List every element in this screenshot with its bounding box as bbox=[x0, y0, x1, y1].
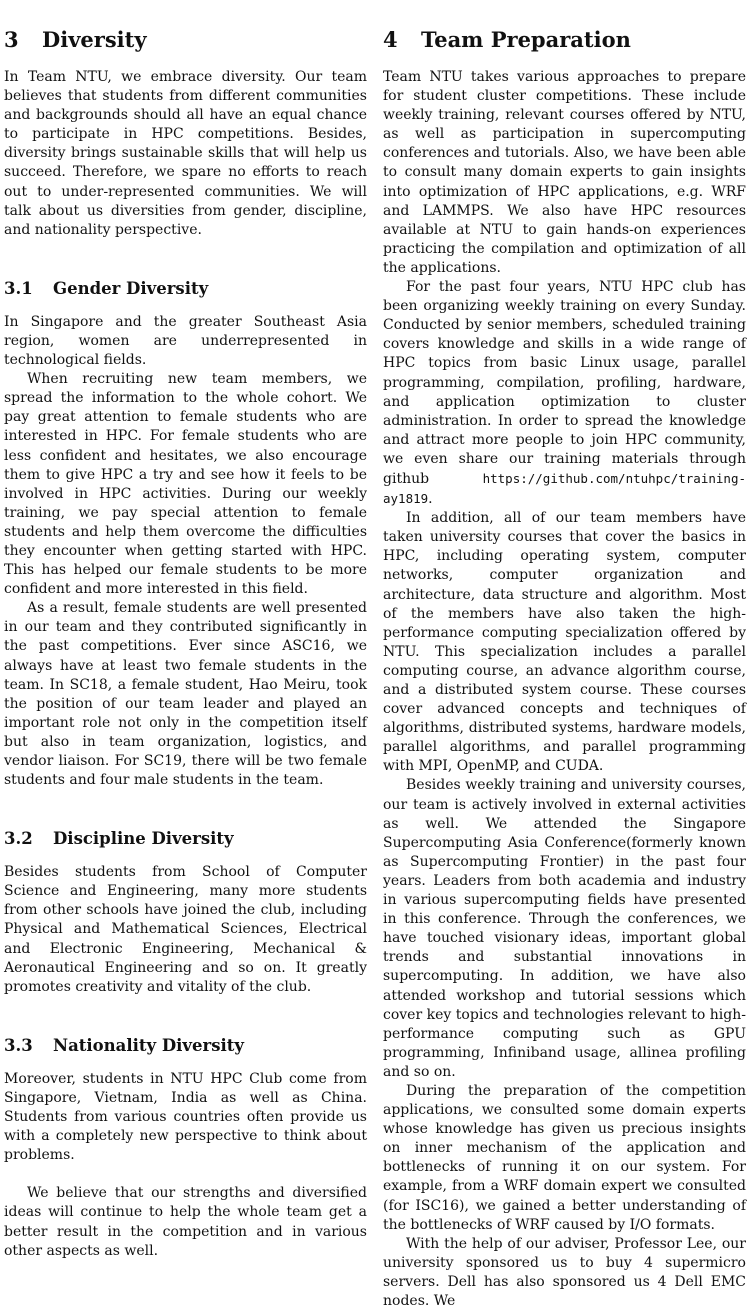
preparation-paragraph-3: In addition, all of our team members have taken university courses that cover the basics in HPC, including operating system, computer networks, computer organization and architecture, data structure and algorithm. Most of the members have also taken the high-performance computing specialization offered by NTU. This specialization includes a parallel computing course, an advance algorithm course, and a distributed system course. These courses cover advanced concepts and techniques of algorithms, distributed systems, hardware models, parallel algorithms, and parallel programming with MPI, OpenMP, and CUDA. bbox=[383, 510, 746, 775]
discipline-paragraph: Besides students from School of Computer Science and Engineering, many more students from other schools have joined the club, including Physical and Mathematical Sciences, Electrical and Electronic Engineering, Mechanical & Aeronautical Engineering and so on. It greatly promotes creativity and vitality of the club. bbox=[4, 864, 367, 995]
nationality-paragraph-1: Moreover, students in NTU HPC Club come from Singapore, Vietnam, India as well as China. Students from various countries often provide us with a completely new perspective to think about problems. bbox=[4, 1070, 367, 1164]
github-link[interactable]: https://github.com/ntuhpc/training-ay1819 bbox=[383, 470, 746, 507]
preparation-paragraph-6: With the help of our adviser, Professor Lee, our university sponsored us to buy 4 supermicro servers. Dell has also sponsored us 4 Dell EMC nodes. We bbox=[383, 1235, 746, 1309]
preparation-paragraph-2: For the past four years, NTU HPC club has been organizing weekly training on every Sunday. Conducted by senior members, scheduled training covers knowledge and skills in a wide range of HPC topics from basic Linux usage, parallel programming, compilation, profiling, hardware, and application optimization to cluster administration. In order to spread the knowledge and attract more people to join HPC community, we even share our training materials through github https://github.com/ntuhpc/training-ay1819. bbox=[383, 279, 746, 508]
subsection-heading-gender: 3.1 Gender Diversity bbox=[4, 278, 209, 298]
gender-paragraph-2: When recruiting new team members, we spread the information to the whole cohort. We pay great attention to female students who are interested in HPC. For female students who are less confident and hesitates, we also encourage them to give HPC a try and see how it feels to be involved in HPC activities. During our weekly training, we pay special attention to female students and help them overcome the difficulties they encounter when getting started with HPC. This has helped our female students to be more confident and more interested in this field. bbox=[4, 371, 367, 598]
gender-paragraph-1: In Singapore and the greater Southeast Asia region, women are underrepresented in technological fields. bbox=[4, 313, 367, 369]
section-heading-team-preparation: 4 Team Preparation bbox=[383, 27, 631, 52]
preparation-paragraph-1: Team NTU takes various approaches to prepare for student cluster competitions. These include weekly training, relevant courses offered by NTU, as well as participation in supercomputing conferences and tutorials. Also, we have been able to consult many domain experts to gain insights into optimization of HPC applications, e.g. WRF and LAMMPS. We also have HPC resources available at NTU to gain hands-on experiences practicing the compilation and optimization of all the applications. bbox=[383, 69, 746, 276]
gender-paragraph-3: As a result, female students are well presented in our team and they contributed significantly in the past competitions. Ever since ASC16, we always have at least two female students in the team. In SC18, a female student, Hao Meiru, took the position of our team leader and played an important role not only in the competition itself but also in team organization, logistics, and vendor liaison. For SC19, there will be two female students and four male students in the team. bbox=[4, 600, 367, 789]
section-heading-diversity: 3 Diversity bbox=[4, 27, 147, 52]
subsection-heading-discipline: 3.2 Discipline Diversity bbox=[4, 829, 234, 849]
diversity-intro-paragraph: In Team NTU, we embrace diversity. Our team believes that students from different communities and backgrounds should all have an equal chance to participate in HPC competitions. Besides, diversity brings sustainable skills that will help us succeed. Therefore, we spare no efforts to reach out to under-represented communities. We will talk about us diversities from gender, discipline, and nationality perspective. bbox=[4, 69, 367, 238]
preparation-paragraph-4: Besides weekly training and university courses, our team is actively involved in external activities as well. We attended the Singapore Supercomputing Asia Conference(formerly known as Supercomputing Frontier) in the past four years. Leaders from both academia and industry in various supercomputing fields have presented in this conference. Through the conferences, we have touched visionary ideas, important global trends and substantial innovations in supercomputing. In addition, we have also attended workshop and tutorial sessions which cover key topics and technologies relevant to high-performance computing such as GPU programming, Infiniband usage, allinea profiling and so on. bbox=[383, 777, 746, 1080]
preparation-paragraph-5: During the preparation of the competition applications, we consulted some domain experts whose knowledge has given us precious insights on inner mechanism of the application and bottlenecks of running it on our system. For example, from a WRF domain expert we consulted (for ISC16), we gained a better understanding of the bottlenecks of WRF caused by I/O formats. bbox=[383, 1082, 746, 1233]
subsection-heading-nationality: 3.3 Nationality Diversity bbox=[4, 1035, 244, 1055]
left-column bbox=[4, 0, 367, 1261]
right-column bbox=[383, 0, 746, 1311]
nationality-paragraph-2: We believe that our strengths and diversified ideas will continue to help the whole team get a better result in the competition and in various other aspects as well. bbox=[4, 1185, 367, 1259]
